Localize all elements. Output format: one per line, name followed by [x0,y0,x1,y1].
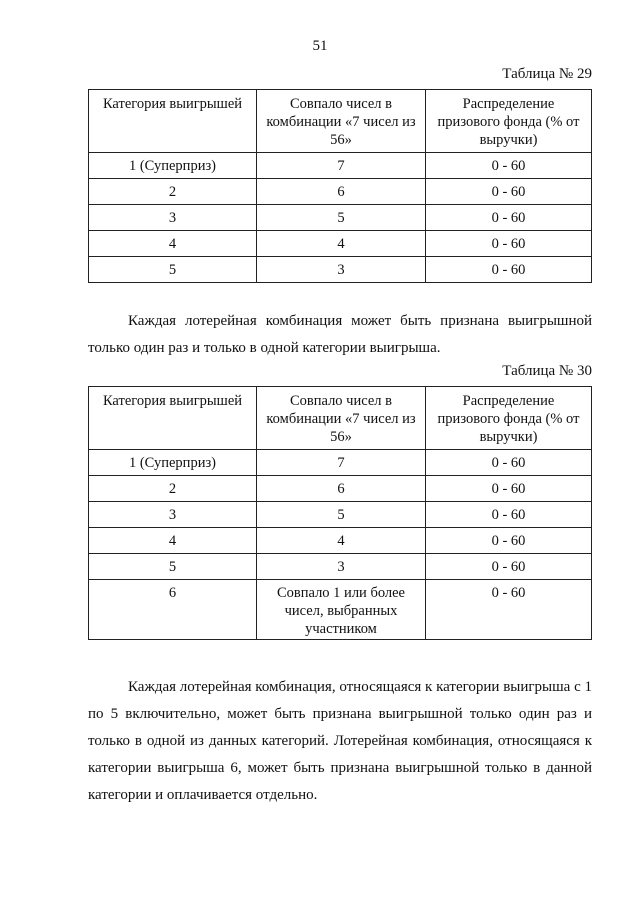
cell-category: 3 [89,502,257,528]
cell-distribution: 0 - 60 [426,450,592,476]
header-category: Категория выигрышей [89,90,257,153]
cell-matched: 6 [257,179,426,205]
cell-distribution: 0 - 60 [426,205,592,231]
paragraph-2: Каждая лотерейная комбинация, относящаяся к категории выигрыша с 1 по 5 включительно, может быть признана выигрышной только один раз и только в одной из данных категорий. Лотерейная комбинация, относящаяся к категории выигрыша 6, может быть признана выигрышной только в данной категории и оплачивается отдельно. [88,679,592,803]
cell-category: 6 [89,580,257,640]
cell-matched: Совпало 1 или более чисел, выбранных участником [257,580,426,640]
cell-category: 5 [89,554,257,580]
header-matched: Совпало чисел в комбинации «7 чисел из 56» [257,90,426,153]
table-row [89,528,592,554]
table-header-row [89,387,592,450]
cell-distribution: 0 - 60 [426,153,592,179]
page-number: 51 [312,38,328,54]
table-row [89,257,592,283]
cell-distribution: 0 - 60 [426,554,592,580]
table-row [89,502,592,528]
table-row [89,476,592,502]
cell-distribution: 0 - 60 [426,231,592,257]
cell-distribution: 0 - 60 [426,476,592,502]
cell-distribution: 0 - 60 [426,502,592,528]
cell-matched: 4 [257,528,426,554]
cell-matched: 7 [257,450,426,476]
table-row [89,205,592,231]
cell-category: 2 [89,179,257,205]
cell-category: 4 [89,231,257,257]
header-distribution: Распределение призового фонда (% от выручки) [426,90,592,153]
header-category: Категория выигрышей [89,387,257,450]
cell-matched: 7 [257,153,426,179]
table-row [89,450,592,476]
cell-distribution: 0 - 60 [426,257,592,283]
cell-distribution: 0 - 60 [426,179,592,205]
cell-matched: 6 [257,476,426,502]
cell-distribution: 0 - 60 [426,528,592,554]
table-30-caption: Таблица № 30 [502,363,592,379]
table-row [89,231,592,257]
table-29 [88,89,592,283]
table-30 [88,386,592,640]
cell-matched: 5 [257,502,426,528]
table-header-row [89,90,592,153]
cell-category: 3 [89,205,257,231]
cell-category: 4 [89,528,257,554]
cell-category: 5 [89,257,257,283]
cell-matched: 5 [257,205,426,231]
table-row [89,580,592,640]
cell-category: 2 [89,476,257,502]
table-row [89,554,592,580]
paragraph-1: Каждая лотерейная комбинация может быть признана выигрышной только один раз и только в одной категории выигрыша. [88,313,592,356]
header-matched: Совпало чисел в комбинации «7 чисел из 56» [257,387,426,450]
cell-category: 1 (Суперприз) [89,450,257,476]
cell-matched: 3 [257,554,426,580]
cell-matched: 4 [257,231,426,257]
table-row [89,153,592,179]
header-distribution: Распределение призового фонда (% от выручки) [426,387,592,450]
table-row [89,179,592,205]
table-29-caption: Таблица № 29 [502,66,592,82]
cell-distribution: 0 - 60 [426,580,592,640]
cell-category: 1 (Суперприз) [89,153,257,179]
cell-matched: 3 [257,257,426,283]
